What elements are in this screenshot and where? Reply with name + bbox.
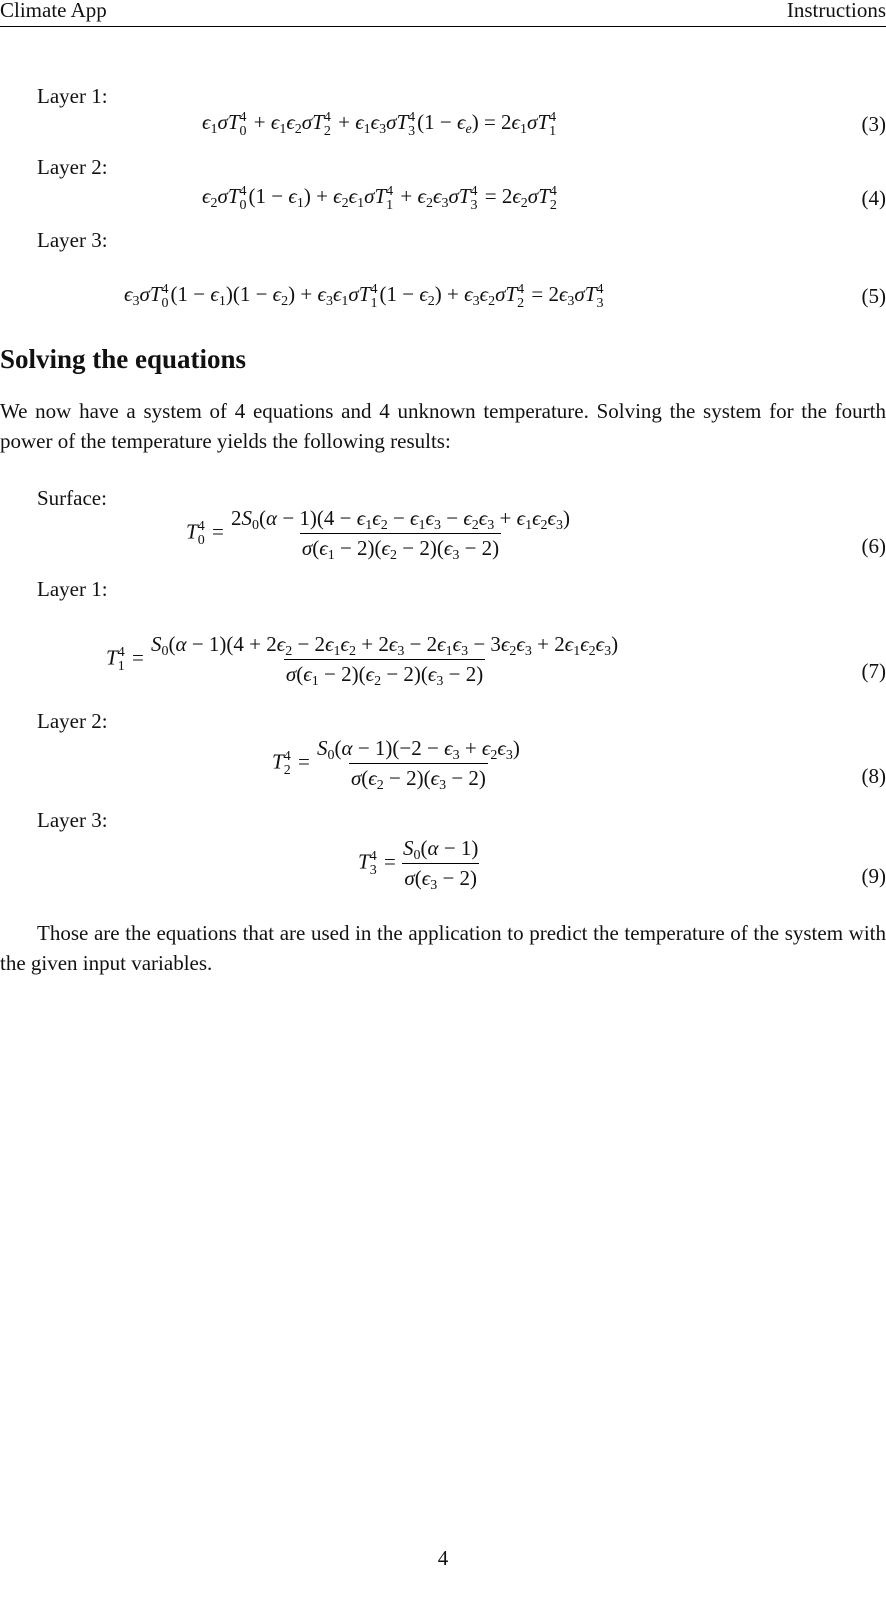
equation-number: (6) <box>861 534 886 558</box>
equation-number: (3) <box>861 112 886 136</box>
closing-paragraph: Those are the equations that are used in the application to predict the temperature of the system with the given input variables. <box>0 921 886 975</box>
equation-layer-3: $\epsilon_3\sigma T$ 4 0 $(1 - \epsilon_1)(1 - \epsilon_2) + \epsilon_3\epsilon_1\sigma T$ 4 1 $(1 - \epsilon_2) + \epsilon_3\epsilon_2\sigma T$ 4 2 = $2\epsilon_3\sigma T$ 4 3 <box>124 282 604 311</box>
page-number: 4 <box>437 1546 449 1570</box>
section-heading: Solving the equations <box>0 344 247 374</box>
equation-number: (8) <box>861 764 886 788</box>
equation-layer-1: $\epsilon_1\sigma T$ 4 0 + $\epsilon_1\epsilon_2\sigma T$ 4 2 + $\epsilon_1\epsilon_3\sigma T$ 4 3 $(1 - \epsilon_e) = 2\epsilon_1\sigma T$ 4 1 <box>202 110 557 139</box>
equation-label: Layer 3: <box>37 808 108 832</box>
equation-label: Layer 2: <box>37 155 108 179</box>
equation-number: (9) <box>861 864 886 888</box>
intro-paragraph: We now have a system of 4 equations and 4 unknown temperature. Solving the system for the fourth power of the temperature yields the following results: <box>0 399 886 453</box>
equation-layer-2-temperature: T 4 2 = $\frac{S_0(\alpha - 1)(-2 - \epsilon_3 + \epsilon_2\epsilon_3)}{\sigma(\epsilon_2 - 2)(\epsilon_3 - 2)}$ <box>272 736 520 793</box>
header-section: Instructions <box>786 0 886 22</box>
equation-label: Layer 3: <box>37 228 108 252</box>
equation-number: (7) <box>861 659 886 683</box>
equation-layer-1-temperature: T 4 1 = $\frac{S_0(\alpha - 1)(4 + 2\epsilon_2 - 2\epsilon_1\epsilon_2 + 2\epsilon_3 - 2\epsilon_1\epsilon_3 - 3\epsilon_2\epsilon_3 + 2\epsilon_1\epsilon_2\epsilon_3)}{\sigma(\epsilon_1 - 2)(\epsilon_2 - 2)(\epsilon_3 - 2)}$ <box>106 632 619 689</box>
equation-layer-2: $\epsilon_2\sigma T$ 4 0 $(1 - \epsilon_1) + \epsilon_2\epsilon_1\sigma T$ 4 1 + $\epsilon_2\epsilon_3\sigma T$ 4 3 = $2\epsilon_2\sigma T$ 4 2 <box>202 184 557 213</box>
running-header <box>0 0 886 27</box>
header-title: Climate App <box>0 0 107 22</box>
equation-number: (4) <box>861 186 886 210</box>
equation-layer-3-temperature: T 4 3 = $\frac{S_0(\alpha - 1)}{\sigma(\epsilon_3 - 2)}$ <box>358 836 479 893</box>
equation-label: Layer 1: <box>37 577 108 601</box>
equation-surface-temperature: T 4 0 = $\frac{2S_0(\alpha - 1)(4 - \epsilon_1\epsilon_2 - \epsilon_1\epsilon_3 - \epsilon_2\epsilon_3 + \epsilon_1\epsilon_2\epsilon_3)}{\sigma(\epsilon_1 - 2)(\epsilon_2 - 2)(\epsilon_3 - 2)}$ <box>186 506 570 563</box>
equation-label: Layer 2: <box>37 709 108 733</box>
equation-label: Surface: <box>37 486 107 510</box>
equation-number: (5) <box>861 284 886 308</box>
equation-label: Layer 1: <box>37 84 108 108</box>
